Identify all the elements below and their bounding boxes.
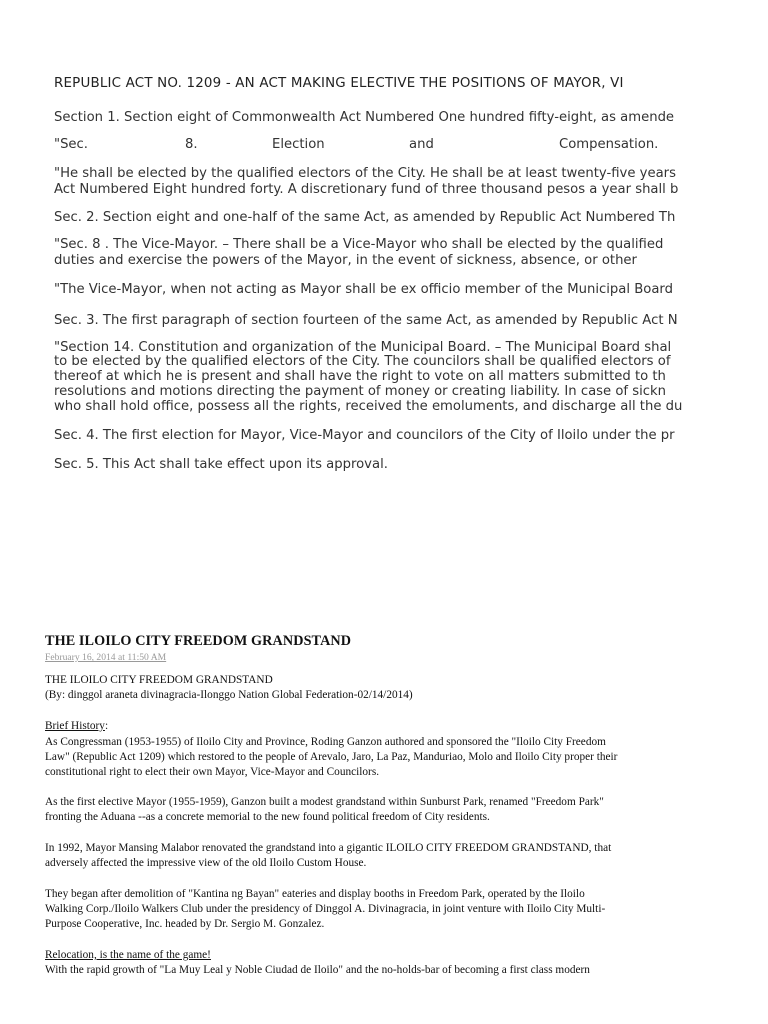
sec-8-word: 8. bbox=[185, 137, 198, 152]
post-heading: THE ILOILO CITY FREEDOM GRANDSTAND bbox=[45, 633, 352, 649]
brief-history-colon: : bbox=[104, 720, 109, 732]
republic-act-section bbox=[54, 0, 768, 500]
paragraph-line: Act Numbered Eight hundred forty. A discretionary fund of three thousand pesos a year shall b bbox=[54, 182, 679, 197]
section-4: Sec. 4. The first election for Mayor, Vice-Mayor and councilors of the City of Iloilo under the pr bbox=[54, 428, 675, 443]
post-title: THE ILOILO CITY FREEDOM GRANDSTAND bbox=[45, 674, 273, 686]
paragraph-line: Walking Corp./Iloilo Walkers Club under the presidency of Dinggol A. Divinagracia, in joint venture with Iloilo City Multi- bbox=[45, 903, 606, 915]
act-title: REPUBLIC ACT NO. 1209 - AN ACT MAKING ELECTIVE THE POSITIONS OF MAYOR, VI bbox=[54, 76, 624, 91]
section-1: Section 1. Section eight of Commonwealth Act Numbered One hundred fifty-eight, as amende bbox=[54, 110, 675, 125]
sec-8-heading bbox=[54, 137, 768, 153]
paragraph-line: resolutions and motions directing the payment of money or creating liability. In case of sickn bbox=[54, 384, 667, 399]
brief-history-link[interactable]: Brief History bbox=[45, 720, 105, 732]
paragraph-line: As Congressman (1953-1955) of Iloilo City and Province, Roding Ganzon authored and sponsored the "Iloilo City Freedom bbox=[45, 736, 606, 748]
paragraph-line: "Sec. 8 . The Vice-Mayor. – There shall be a Vice-Mayor who shall be elected by the qualified bbox=[54, 237, 664, 252]
paragraph-line: "The Vice-Mayor, when not acting as Mayor shall be ex officio member of the Municipal Board bbox=[54, 282, 673, 297]
paragraph-line: fronting the Aduana --as a concrete memorial to the new found political freedom of City residents. bbox=[45, 811, 490, 823]
paragraph-line: In 1992, Mayor Mansing Malabor renovated the grandstand into a gigantic ILOILO CITY FREEDOM GRANDSTAND, that bbox=[45, 842, 612, 854]
brief-history-heading bbox=[45, 719, 108, 734]
paragraph-line: They began after demolition of "Kantina ng Bayan" eateries and display booths in Freedom Park, operated by the Iloilo bbox=[45, 888, 585, 900]
paragraph-line: to be elected by the qualified electors of the City. The councilors shall be qualified electors of bbox=[54, 354, 671, 369]
paragraph-line: who shall hold office, possess all the rights, received the emoluments, and discharge all the du bbox=[54, 399, 683, 414]
post-byline: (By: dinggol araneta divinagracia-Ilonggo Nation Global Federation-02/14/2014) bbox=[45, 689, 413, 701]
sec-8-word: and bbox=[409, 137, 434, 152]
paragraph-line: "He shall be elected by the qualified electors of the City. He shall be at least twenty-five years bbox=[54, 166, 676, 181]
paragraph-line: duties and exercise the powers of the Mayor, in the event of sickness, absence, or other bbox=[54, 253, 637, 268]
sec-8-word: "Sec. bbox=[54, 137, 88, 152]
paragraph-line: Purpose Cooperative, Inc. headed by Dr. Sergio M. Gonzalez. bbox=[45, 918, 325, 930]
paragraph-line: With the rapid growth of "La Muy Leal y Noble Ciudad de Iloilo" and the no-holds-bar of becoming a first class modern bbox=[45, 964, 590, 976]
section-5: Sec. 5. This Act shall take effect upon its approval. bbox=[54, 457, 388, 472]
paragraph-line: adversely affected the impressive view of the old Iloilo Custom House. bbox=[45, 857, 367, 869]
paragraph-line: thereof at which he is present and shall have the right to vote on all matters submitted to th bbox=[54, 369, 666, 384]
relocation-heading[interactable]: Relocation, is the name of the game! bbox=[45, 949, 211, 961]
section-3: Sec. 3. The first paragraph of section fourteen of the same Act, as amended by Republic Act N bbox=[54, 313, 678, 328]
paragraph-line: constitutional right to elect their own Mayor, Vice-Mayor and Councilors. bbox=[45, 766, 380, 778]
paragraph-line: Law" (Republic Act 1209) which restored to the people of Arevalo, Jaro, La Paz, Manduriao, Molo and Iloilo City proper their bbox=[45, 751, 618, 763]
section-2: Sec. 2. Section eight and one-half of the same Act, as amended by Republic Act Numbered Th bbox=[54, 210, 676, 225]
sec-8-word: Election bbox=[272, 137, 325, 152]
paragraph-line: As the first elective Mayor (1955-1959), Ganzon built a modest grandstand within Sunburst Park, renamed "Freedom Park" bbox=[45, 796, 604, 808]
paragraph-line: "Section 14. Constitution and organization of the Municipal Board. – The Municipal Board shal bbox=[54, 340, 672, 355]
sec-8-word: Compensation. bbox=[559, 137, 659, 152]
post-date[interactable]: February 16, 2014 at 11:50 AM bbox=[45, 652, 167, 663]
